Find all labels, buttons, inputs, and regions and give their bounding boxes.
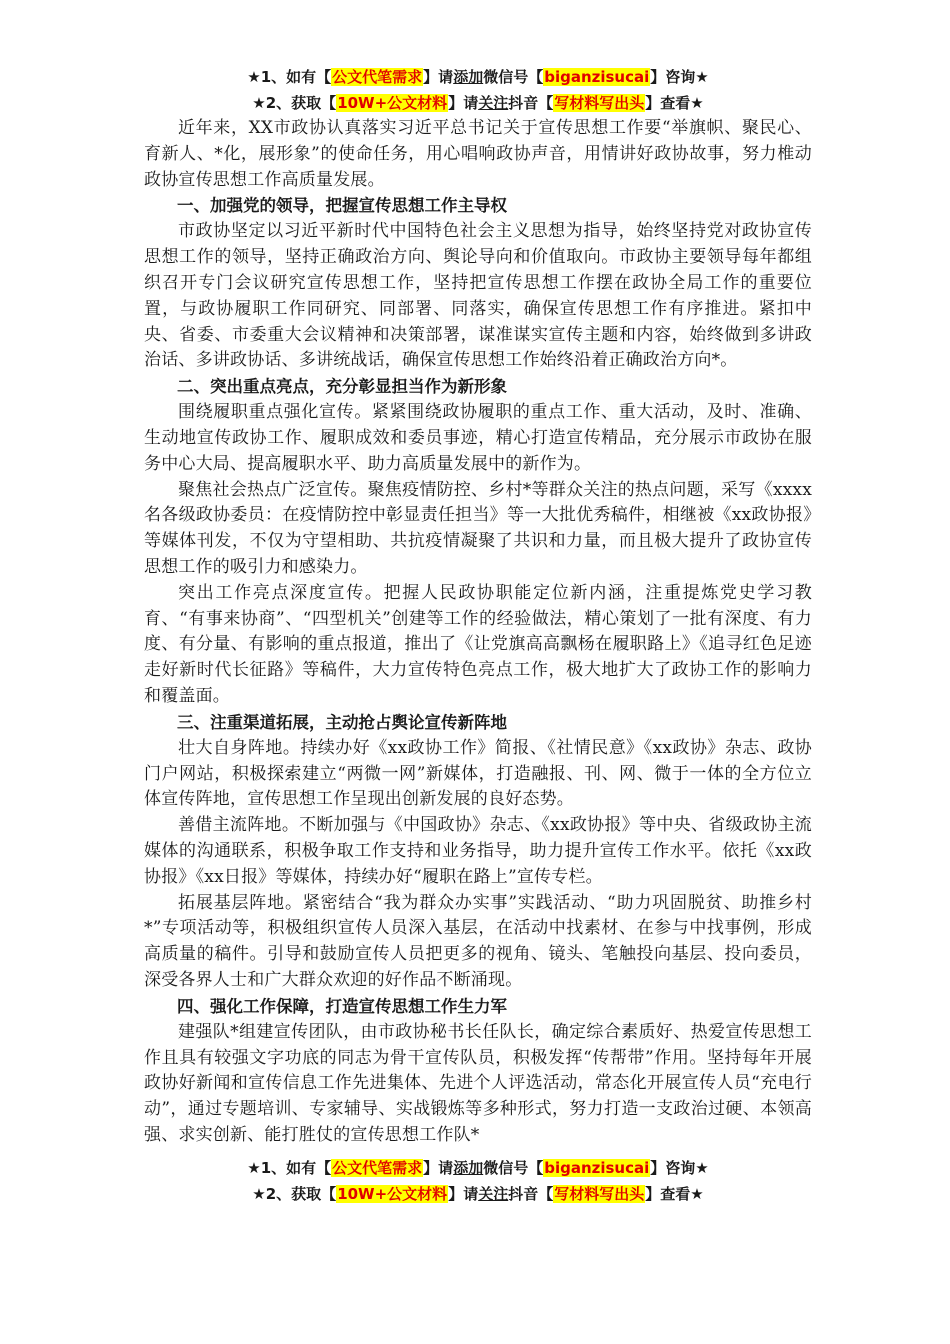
ad-line-2 [144,90,812,116]
ad-line-2-mid-1: 】请 [448,94,479,112]
section-2-paragraph-2: 聚焦社会热点广泛宣传。聚焦疫情防控、乡村*等群众关注的热点问题，采写《xxxx名各级政协委员：在疫情防控中彰显责任担当》等一大批优秀稿件，相继被《xx政协报》等媒体刊发，不仅为守望相助、共抗疫情凝聚了共识和力量，而且极大提升了政协宣传思想工作的吸引力和感染力。 [144,479,812,577]
ad-line-1-footer [144,1155,812,1181]
ad-line-2-mid-2: 抖音【 [508,94,554,112]
ad-footer-line-2-highlight-1: 10W+公文材料 [337,1184,448,1203]
ad-footer-line-1-mid-2: 微信号【 [483,1158,544,1177]
ad-line-2-suffix: 】查看★ [645,94,704,112]
section-2-paragraph-3: 突出工作亮点深度宣传。把握人民政协职能定位新内涵，注重提炼党史学习教育、“有事来协商”、“四型机关”创建等工作的经验做法，精心策划了一批有深度、有力度、有分量、有影响的重点报道，推出了《让党旗高高飘杨在履职路上》《追寻红色足迹走好新时代长征路》等稿件，大力宣传特色亮点工作，极大地扩大了政协工作的影响力和覆盖面。 [144,582,812,706]
section-heading-3: 三、注重渠道拓展，主动抢占舆论宣传新阵地 [177,712,507,732]
ad-line-1-underline: 添加 [453,68,484,86]
section-heading-4: 四、强化工作保障，打造宣传思想工作生力军 [177,996,507,1016]
section-4-paragraph: 建强队*组建宣传团队，由市政协秘书长任队长，确定综合素质好、热爱宣传思想工作且具有较强文字功底的同志为骨干宣传队员，积极发挥“传帮带”作用。坚持每年开展政协好新闻和宣传信息工作先进集体、先进个人评选活动，常态化开展宣传人员“充电行动”，通过专题培训、专家辅导、实战锻炼等多种形式，努力打造一支政治过硬、本领高强、求实创新、能打胜仗的宣传思想工作队* [144,1021,812,1145]
ad-line-1-highlight-2: biganzisucai [544,68,650,86]
ad-footer-line-1-prefix: ★1、如有【 [247,1158,332,1177]
ad-footer-line-2-suffix: 】查看★ [645,1184,704,1203]
section-3-paragraph-2: 善借主流阵地。不断加强与《中国政协》杂志、《xx政协报》等中央、省级政协主流媒体的沟通联系，积极争取工作支持和业务指导，助力提升宣传工作水平。依托《xx政协报》《xx日报》等媒体，持续办好“履职在路上”宣传专栏。 [144,815,812,887]
ad-line-1-mid-2: 微信号【 [483,68,544,86]
ad-footer-line-2-mid-2: 抖音【 [508,1184,554,1203]
ad-line-1 [144,64,812,90]
ad-footer-line-2-prefix: ★2、获取【 [252,1184,337,1203]
ad-line-2-footer [144,1181,812,1207]
ad-footer-line-1-underline: 添加 [453,1158,484,1177]
section-heading-1: 一、加强党的领导，把握宣传思想工作主导权 [177,196,507,216]
ad-line-2-highlight-2: 写材料写出头 [554,94,645,112]
ad-line-2-underline: 关注 [478,94,509,112]
ad-footer-line-1-suffix: 】咨询★ [650,1158,709,1177]
ad-footer-line-2-highlight-2: 写材料写出头 [554,1184,645,1203]
ad-line-1-prefix: ★1、如有【 [247,68,332,86]
section-3-paragraph-1: 壮大自身阵地。持续办好《xx政协工作》简报、《社情民意》《xx政协》杂志、政协门户网站，积极探索建立“两微一网”新媒体，打造融报、刊、网、微于一体的全方位立体宣传阵地，宣传思想工作呈现出创新发展的良好态势。 [144,737,812,810]
intro-paragraph: 近年来，XX市政协认真落实习近平总书记关于宣传思想工作要“举旗帜、聚民心、育新人、*化，展形象”的使命任务，用心唱响政协声音，用情讲好政协故事，努力椎动政协宣传思想工作高质量发展。 [144,118,812,190]
section-3-paragraph-3: 拓展基层阵地。紧密结合“我为群众办实事”实践活动、“助力巩固脱贫、助推乡村*”专项活动等，积极组织宣传人员深入基层，在活动中找素材、在参与中找事例，形成高质量的稿件。引导和鼓励宣传人员把更多的视角、镜头、笔触投向基层、投向委员，深受各界人士和广大群众欢迎的好作品不断涌现。 [144,892,812,990]
ad-line-2-prefix: ★2、获取【 [252,94,337,112]
ad-line-1-mid-1: 】请 [423,68,454,86]
ad-footer-line-2-underline: 关注 [478,1184,509,1203]
ad-footer-line-1-highlight-1: 公文代笔需求 [332,1158,423,1177]
ad-line-1-suffix: 】咨询★ [650,68,709,86]
ad-footer-line-1-highlight-2: biganzisucai [544,1158,650,1177]
section-1-paragraph: 市政协坚定以习近平新时代中国特色社会主义思想为指导，始终坚持党对政协宣传思想工作的领导，坚持正确政治方向、舆论导向和价值取向。市政协主要领导每年都组织召开专门会议研究宣传思想工作，坚持把宣传思想工作摆在政协全局工作的重要位置，与政协履职工作同研究、同部署、同落实，确保宣传思想工作有序推进。紧扣中央、省委、市委重大会议精神和决策部署，谋准谋实宣传主题和内容，始终做到多讲政治话、多讲政协话、多讲统战话，确保宣传思想工作始终沿着正确政治方向*。 [144,221,812,371]
document-page [144,64,812,1207]
section-2-paragraph-1: 围绕履职重点强化宣传。紧紧围绕政协履职的重点工作、重大活动，及时、准确、生动地宣传政协工作、履职成效和委员事迹，精心打造宣传精品，充分展示市政协在服务中心大局、提高履职水平、助力高质量发展中的新作为。 [144,402,812,474]
ad-line-1-highlight-1: 公文代笔需求 [332,68,423,86]
ad-footer-line-2-mid-1: 】请 [448,1184,479,1203]
ad-line-2-highlight-1: 10W+公文材料 [337,94,448,112]
section-heading-2: 二、突出重点亮点，充分彰显担当作为新形象 [177,377,507,397]
ad-footer-line-1-mid-1: 】请 [423,1158,454,1177]
